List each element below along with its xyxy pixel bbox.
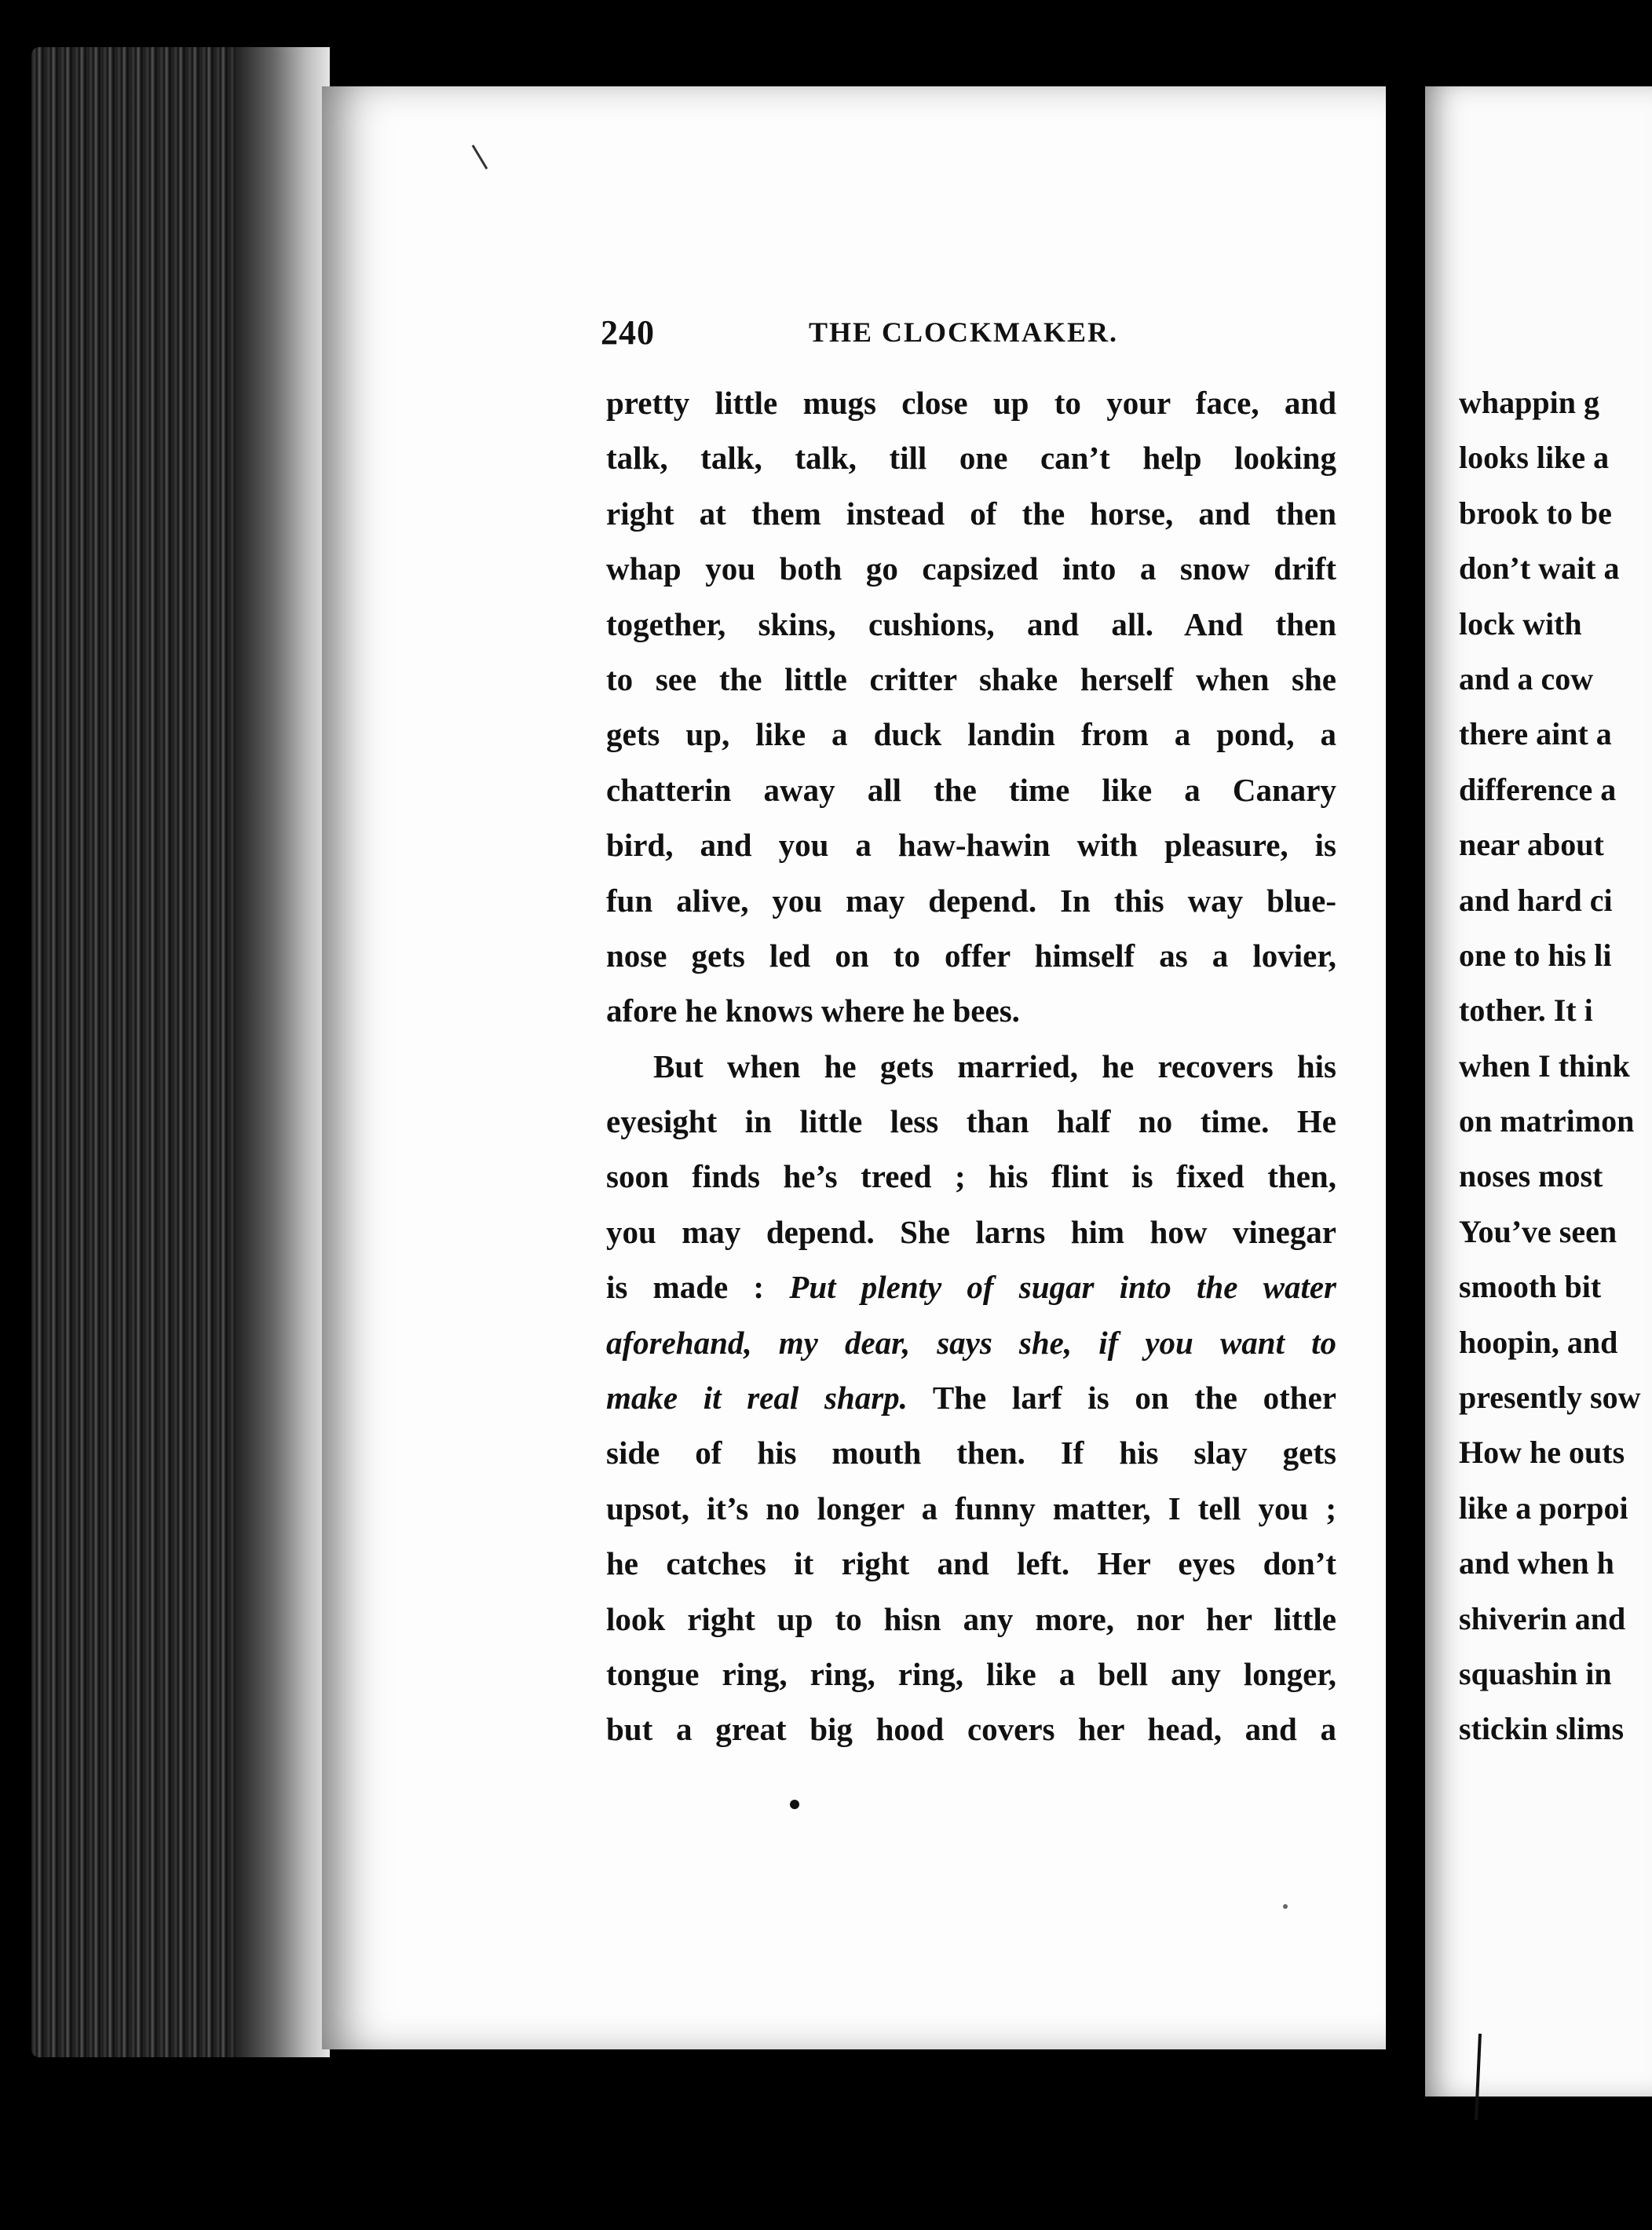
text-line: soon finds he’s treed ; his flint is fixed then,	[606, 1158, 1336, 1195]
text-line: fun alive, you may depend. In this way blue-	[606, 882, 1336, 919]
text-line: to see the little critter shake herself when she	[606, 660, 1336, 697]
text-line: stickin slims	[1459, 1711, 1625, 1747]
text-line: gets up, like a duck landin from a pond, a	[606, 716, 1336, 753]
text-line: bird, and you a haw-hawin with pleasure, is	[606, 827, 1336, 864]
text-line: nose gets led on to offer himself as a lovier,	[606, 937, 1336, 974]
text-run: The larf is on the other	[907, 1380, 1336, 1417]
text-line: You’ve seen	[1459, 1213, 1617, 1249]
text-line: difference a	[1459, 771, 1617, 807]
text-line: look right up to hisn any more, nor her little	[606, 1600, 1336, 1637]
book-gutter	[1386, 0, 1425, 2230]
text-line: near about	[1459, 827, 1604, 863]
text-line: smooth bit	[1459, 1269, 1602, 1305]
text-line: don’t wait a	[1459, 550, 1620, 587]
text-line: lock with	[1459, 605, 1582, 642]
text-line: upsot, it’s no longer a funny matter, I tell you ;	[606, 1490, 1336, 1526]
text-line: talk, talk, talk, till one can’t help looking	[606, 440, 1336, 477]
text-line: pretty little mugs close up to your face, and	[606, 385, 1336, 421]
text-line: one to his li	[1459, 937, 1612, 973]
book-page-edges	[31, 47, 330, 2057]
italic-run: Put plenty of sugar into the water	[789, 1269, 1337, 1306]
text-line: right at them instead of the horse, and then	[606, 495, 1336, 532]
text-line: and a cow	[1459, 660, 1594, 696]
italic-run: aforehand, my dear, says she, if you want to	[606, 1324, 1336, 1361]
text-line: there aint a	[1459, 716, 1612, 752]
text-line: presently sow	[1459, 1380, 1641, 1416]
text-line: hoopin, and	[1459, 1324, 1618, 1360]
text-line: tother. It i	[1459, 993, 1593, 1029]
text-line: he catches it right and left. Her eyes don’t	[606, 1545, 1336, 1582]
text-line: like a porpoi	[1459, 1490, 1628, 1526]
text-line: But when he gets married, he recovers his	[653, 1047, 1336, 1084]
text-line: whap you both go capsized into a snow drift	[606, 550, 1336, 587]
italic-run: make it real sharp.	[606, 1380, 908, 1417]
text-line: shiverin and	[1459, 1600, 1626, 1636]
text-line: How he outs	[1459, 1435, 1625, 1471]
text-line: on matrimon	[1459, 1103, 1635, 1139]
text-line: whappin g	[1459, 385, 1599, 420]
page-number: 240	[601, 313, 655, 352]
left-page-text	[606, 375, 1336, 1757]
text-line: brook to be	[1459, 495, 1612, 531]
text-line: tongue ring, ring, ring, like a bell any longer,	[606, 1655, 1336, 1692]
text-line: noses most	[1459, 1158, 1603, 1194]
text-line: side of his mouth then. If his slay gets	[606, 1435, 1336, 1471]
text-line: afore he knows where he bees.	[606, 993, 1020, 1029]
text-line: together, skins, cushions, and all. And then	[606, 605, 1336, 642]
text-line: eyesight in little less than half no time. He	[606, 1103, 1336, 1140]
text-line: and hard ci	[1459, 882, 1613, 918]
text-line-mixed	[606, 1370, 1336, 1425]
text-line: you may depend. She larns him how vinegar	[606, 1213, 1336, 1250]
text-line: looks like a	[1459, 440, 1610, 476]
text-line: but a great big hood covers her head, and a	[606, 1711, 1336, 1748]
text-line-mixed	[606, 1259, 1336, 1314]
text-line: chatterin away all the time like a Canary	[606, 771, 1336, 808]
text-line: when I think	[1459, 1047, 1630, 1084]
text-run: is made :	[606, 1269, 790, 1306]
text-line-italic	[606, 1315, 1336, 1370]
running-head: THE CLOCKMAKER.	[809, 316, 1119, 348]
page-header	[601, 313, 1386, 360]
right-page-text	[1459, 375, 1652, 1757]
text-line: squashin in	[1459, 1655, 1612, 1691]
text-line: and when h	[1459, 1545, 1614, 1581]
